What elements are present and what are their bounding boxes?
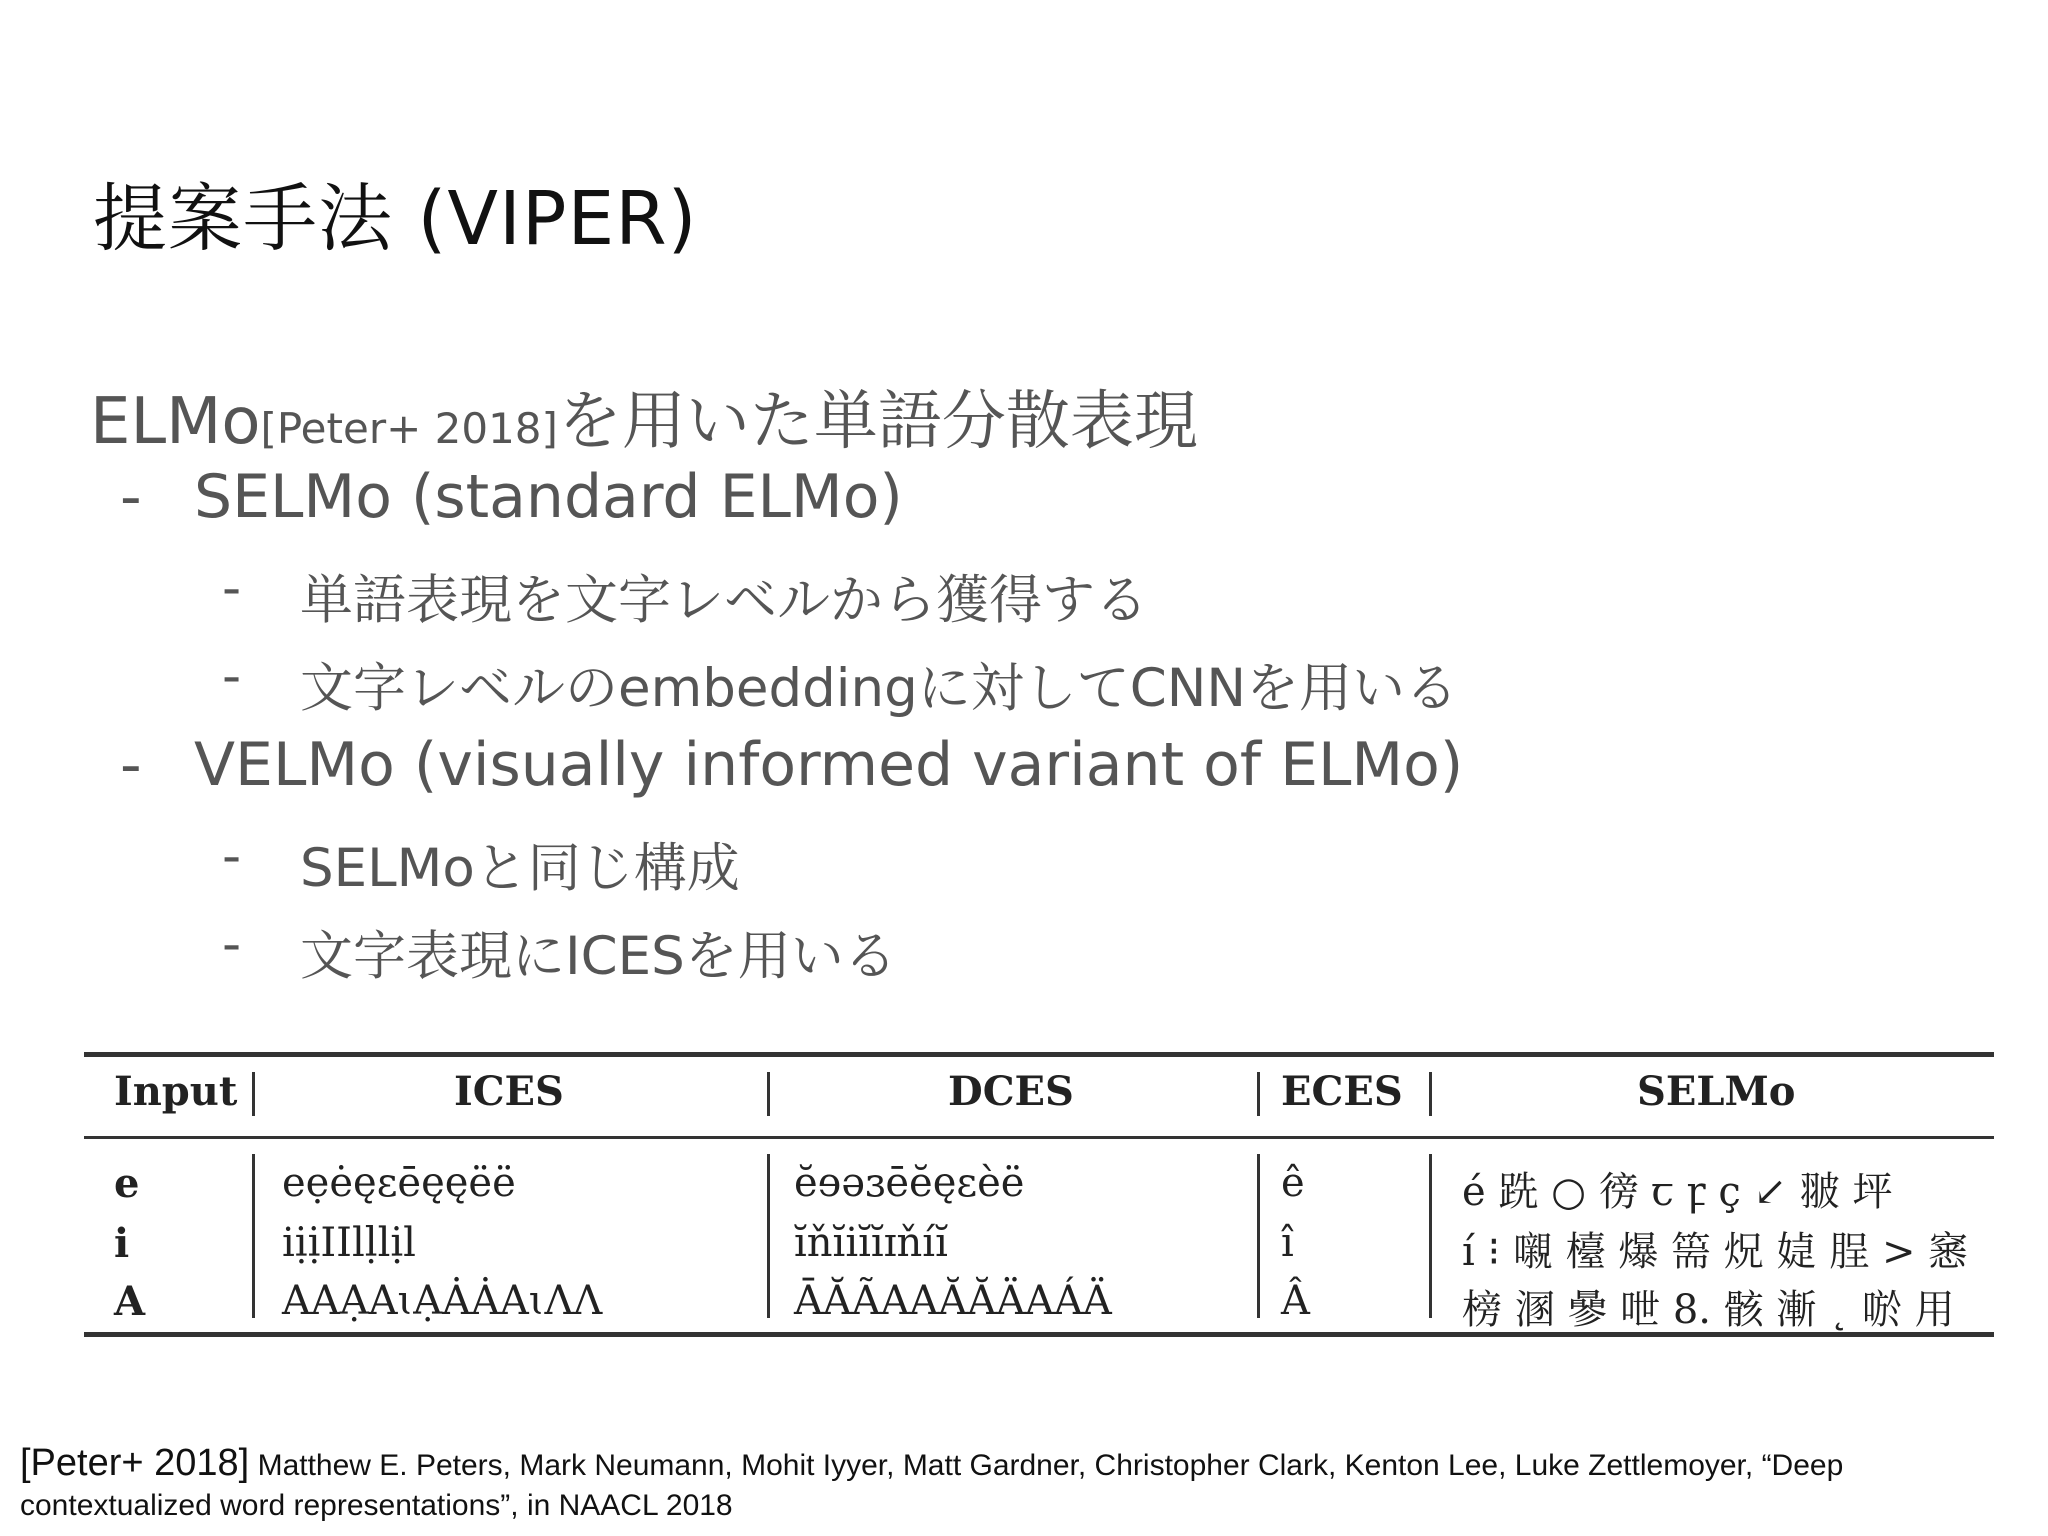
column-divider — [1429, 1154, 1432, 1318]
table-cell: iịịIIlḷlịl — [282, 1220, 416, 1266]
table-cell: î — [1281, 1220, 1294, 1266]
table-header-eces: ECES — [1281, 1068, 1403, 1115]
footnote-text: Matthew E. Peters, Mark Neumann, Mohit Iyyer, Matt Gardner, Christopher Clark, Kenton Lee, Luke Zettlemoyer, “Deep contextualized word representations”, in NAACL 2018 — [20, 1449, 1844, 1522]
bullet-dash: - — [222, 646, 242, 707]
bullet-text: 文字レベルのembeddingに対してCNNを用いる — [300, 658, 1459, 719]
footnote-tag: [Peter+ 2018] — [20, 1442, 250, 1484]
bullet-dash: - — [120, 730, 142, 800]
table-header-selmo: SELMo — [1637, 1068, 1796, 1115]
table-cell: eẹėęɛēęęëë — [282, 1160, 516, 1206]
column-divider — [1429, 1072, 1432, 1116]
table-cell: ĀĂÃAAĂĂÄAÁÄ — [794, 1278, 1112, 1324]
table-cell: ĕɘəɜēĕęɛèë — [794, 1160, 1025, 1206]
heading-citation: [Peter+ 2018] — [260, 404, 558, 453]
bullet-dash: - — [222, 558, 242, 619]
heading-line — [90, 370, 1198, 462]
table-header-input: Input — [114, 1068, 238, 1115]
table-header-ices: ICES — [454, 1068, 564, 1115]
heading-main: ELMo — [90, 385, 261, 459]
column-divider — [252, 1154, 255, 1318]
table-top-rule — [84, 1052, 1994, 1057]
heading-rest: を用いた単語分散表現 — [557, 385, 1198, 459]
bullet-text: SELMoと同じ構成 — [300, 838, 740, 899]
table-cell: í ⁝ 嚫 檯 爆 篅 炾 媫 脭 > 窸 — [1462, 1229, 1969, 1275]
table-cell: é 跣 ○ 徬 ꞇ ꝼ ç ↙ 翍 坪 — [1462, 1169, 1893, 1215]
table-cell: Â — [1281, 1278, 1310, 1324]
bullet-dash: - — [120, 462, 142, 532]
table-cell: AAẠAɩẠȦȦAɩΛΛ — [282, 1278, 603, 1324]
bullet-text: SELMo (standard ELMo) — [194, 462, 903, 532]
table-cell: ê — [1281, 1160, 1305, 1206]
column-divider — [252, 1072, 255, 1116]
table-cell: ĭňĭiĭĭɪňíĭ — [794, 1220, 948, 1266]
footnote — [20, 1443, 2010, 1526]
column-divider — [767, 1072, 770, 1116]
table-header-rule — [84, 1136, 1994, 1139]
slide-title: 提案手法 (VIPER) — [93, 176, 698, 262]
bullet-dash: - — [222, 914, 242, 975]
bullet-text: 文字表現にICESを用いる — [300, 926, 897, 987]
bullet-text: VELMo (visually informed variant of ELMo) — [194, 730, 1464, 800]
table-cell: A — [114, 1278, 146, 1325]
column-divider — [1257, 1154, 1260, 1318]
bullet-dash: - — [222, 826, 242, 887]
bullet-text: 単語表現を文字レベルから獲得する — [300, 570, 1148, 631]
table-cell: i — [114, 1220, 130, 1267]
table-cell: e — [114, 1160, 140, 1207]
table-cell: 榜 溷 曑 呭 8. 骸 漸 ˛ 唹 用 — [1462, 1287, 1955, 1333]
column-divider — [1257, 1072, 1260, 1116]
table-header-dces: DCES — [948, 1068, 1074, 1115]
comparison-table — [84, 1052, 1994, 1342]
column-divider — [767, 1154, 770, 1318]
